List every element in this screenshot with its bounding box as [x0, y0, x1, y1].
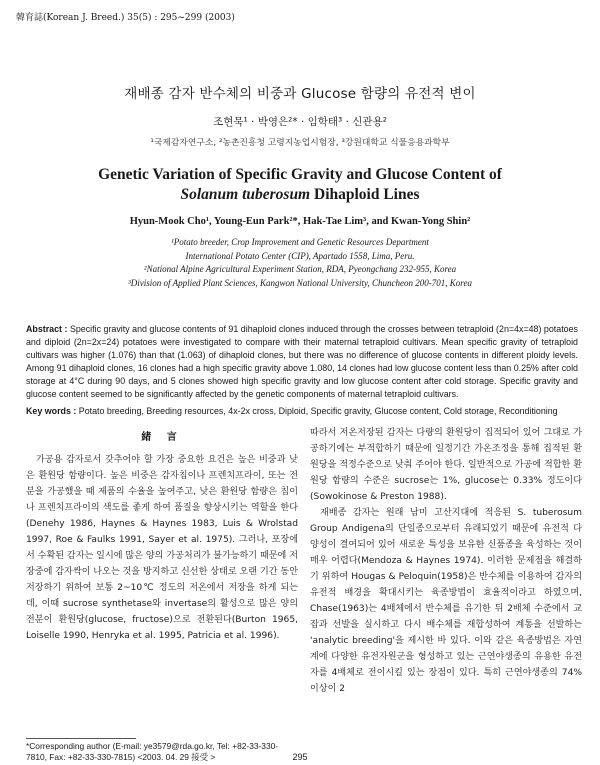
left-column — [26, 452, 298, 644]
english-affiliations — [0, 236, 600, 290]
english-title — [0, 165, 600, 205]
keywords-text: Potato breeding, Breeding resources, 4x-2x cross, Diploid, Specific gravity, Glucose content, Cold storage, Reconditioning — [76, 406, 558, 416]
page-number: 295 — [292, 752, 308, 762]
species-name: Solanum tuberosum — [180, 186, 311, 203]
keywords — [26, 406, 578, 416]
abstract — [26, 323, 578, 401]
body-paragraph: 재배종 감자는 원래 남미 고산지대에 적응된 S. tuberosum Group Andigena의 단일종으로부터 유래되었기 때문에 유전적 다양성이 결여되어 있어 새로운 특성을 보유한 신품종을 육성하는 것이 매우 어렵다(Mendoza & Haynes 1974). 이러한 문제점을 해결하기 위하여 Hougas & Peloquin(1958)은 반수체를 이용하여 감자의 유전적 배경을 확대시키는 육종방법이 효율적이라고 하였으며, Chase(1963)는 4배체에서 반수체를 유기한 뒤 2배체 수준에서 교잡과 선발을 실시하고 다시 배수체를 재합성하여 계통을 선발하는 'analytic breeding'을 제시한 바 있다. 이와 같은 육종방법은 자연계에 다양한 유전자원군을 형성하고 있는 근연야생종의 유용한 유전자를 4배체로 전이시킬 있는 장점이 있다. 특히 근연야생종의 74% 이상이 2 — [310, 508, 582, 694]
english-title-line1: Genetic Variation of Specific Gravity and Glucose Content of — [98, 166, 502, 183]
affiliation-line: ³Division of Applied Plant Sciences, Kangwon National University, Chuncheon 200-701, Korea — [128, 277, 472, 288]
affiliation-line: ¹Potato breeder, Crop Improvement and Genetic Resources Department — [171, 237, 429, 247]
english-authors: Hyun-Mook Cho¹, Young-Eun Park²*, Hak-Tae Lim³, and Kwan-Yong Shin² — [129, 216, 471, 227]
abstract-text: Specific gravity and glucose contents of 91 dihaploid clones induced through the crosses between tetraploid (2n=4x=48) potatoes and diploid (2n=2x=24) potatoes were investigated to compare with their maternal tetraploid cultivars. Mean specific gravity of tetraploid cultivars was higher (1.076) than that (1.063) of dihaploid clones, but there was no difference of glucose contents in different ploidy levels. Among 91 dihaploid clones, 16 clones had a high specific gravity above 1.080, 14 clones had low glucose content less than 0.25% after cold storage at 4°C during 90 days, and 5 clones showed high specific gravity and low glucose content after cold storage. Specific gravity and glucose content seemed to be significantly affected by the genetic components of maternal tetraploid cultivars. — [26, 324, 578, 399]
section-heading-introduction: 緒 言 — [141, 432, 183, 443]
korean-affiliations: ¹국제감자연구소, ²농촌진흥청 고령지농업시험장, ³강원대학교 식물응용과학부 — [150, 138, 450, 148]
journal-header: 韓育誌(Korean J. Breed.) 35(5) : 295~299 (2003) — [16, 13, 235, 23]
right-column — [310, 425, 582, 697]
korean-title: 재배종 감자 반수체의 비중과 Glucose 함량의 유전적 변이 — [124, 86, 476, 102]
english-title-rest: Dihaploid Lines — [310, 186, 420, 203]
english-title-line2 — [0, 185, 600, 205]
footnote-divider — [26, 738, 136, 739]
affiliation-line: International Potato Center (CIP), Apartado 1558, Lima, Peru. — [185, 250, 415, 261]
corresponding-author-footnote: *Corresponding author (E-mail: ye3579@rda.go.kr, Tel: +82-33-330-7810, Fax: +82-33-330-7815) <2003. 04. 29 接受 > — [26, 741, 279, 762]
keywords-label: Key words : — [26, 406, 77, 416]
affiliation-line: ²National Alpine Agricultural Experiment Station, RDA, Pyeongchang 232-955, Korea — [143, 264, 457, 274]
korean-authors: 조현묵¹ · 박영은²* · 임학태³ · 신관용² — [213, 116, 387, 128]
body-paragraph: 따라서 저온저장된 감자는 다량의 환원당이 집적되어 있어 그대로 가공하기에는 부적합하기 때문에 일정기간 가온조정을 통해 집적된 환원당을 적정수준으로 낮춰 주어야 한다. 일반적으로 가공에 적합한 환원당 함량의 수준은 sucrose는 1%, glucose는 0.33% 정도이다(Sowokinose & Preston 1988). — [310, 428, 582, 502]
abstract-label: Abstract : — [26, 324, 68, 334]
body-paragraph: 가공용 감자로서 갖추어야 할 가장 중요한 요건은 높은 비중과 낮은 환원당 함량이다. 높은 비중은 감자칩이나 프렌치프라이, 또는 전분을 가공했을 때 제품의 수율을 높여주고, 낮은 환원당 함량은 칩이나 프렌치프라이의 색도를 좋게 하여 품질을 향상시키는 역할을 한다(Denehy 1986, Haynes & Haynes 1983, Luis & Wrolstad 1997, Roe & Faulks 1991, Sayer et al. 1975). 그러나, 포장에서 수확된 감자는 일시에 많은 양의 가공처리가 불가능하기 때문에 저장중에 감자싹이 나오는 것을 방지하고 신선한 상태로 오랜 기간 동안 저장하기 위하여 보통 2~10℃ 정도의 저온에서 저장을 하게 되는데, 이때 sucrose synthetase와 invertase의 활성으로 많은 양의 전분이 환원당(glucose, fructose)으로 전환된다(Burton 1965, Loiselle 1990, Henryka et al. 1995, Patricia et al. 1996). — [26, 455, 298, 641]
